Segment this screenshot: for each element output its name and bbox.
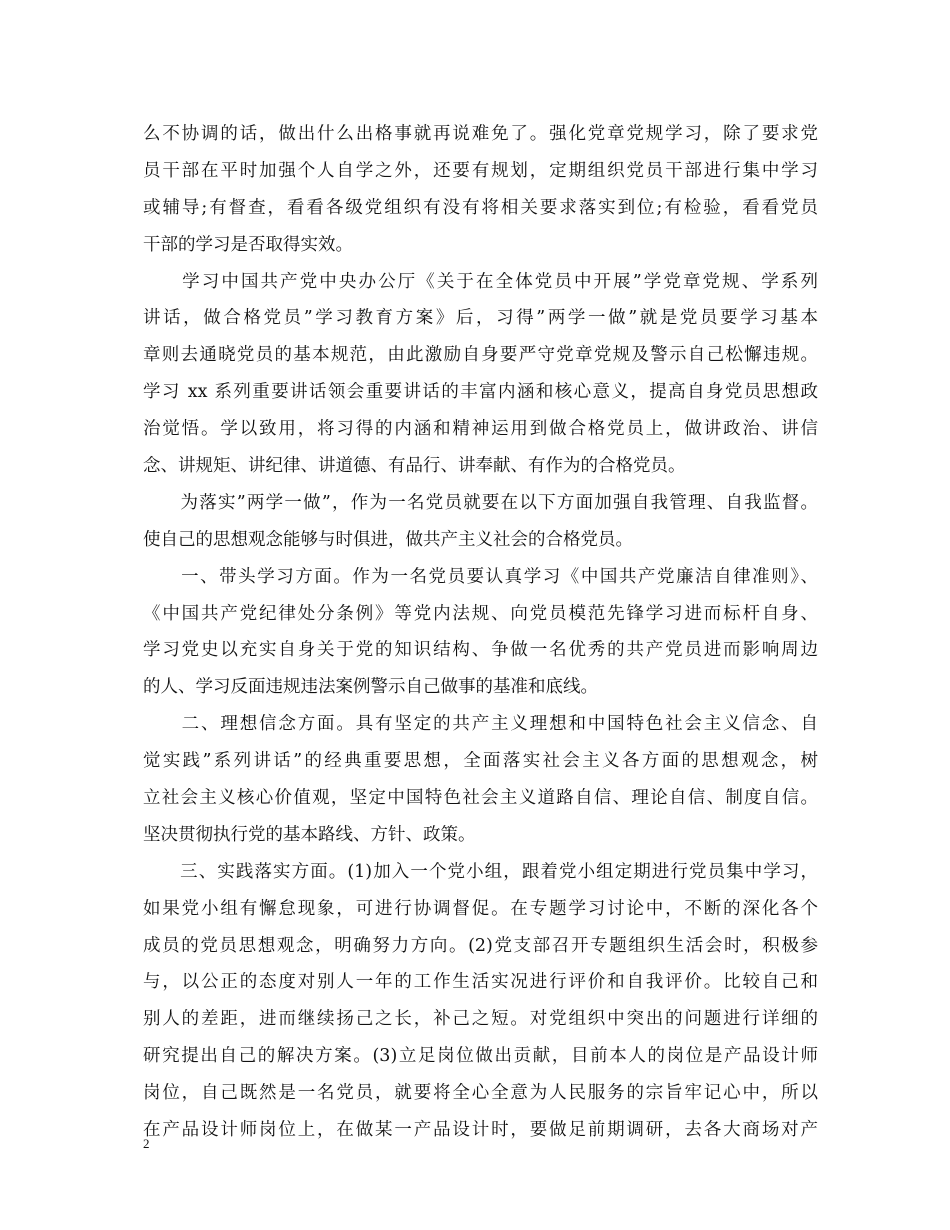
text-line: 立社会主义核心价值观，坚定中国特色社会主义道路自信、理论自信、制度自信。: [143, 788, 818, 809]
text-line: 坚决贯彻执行党的基本路线、方针、政策。: [143, 824, 476, 845]
text-line: 《中国共产党纪律处分条例》等党内法规、向党员模范先锋学习进而标杆自身、: [143, 603, 818, 624]
text-line: 讲话，做合格党员”学习教育方案》后，习得”两学一做”就是党员要学习基本: [143, 308, 818, 329]
text-line: 在产品设计师岗位上，在做某一产品设计时，要做足前期调研，去各大商场对产: [143, 1120, 818, 1141]
text-line: 岗位，自己既然是一名党员，就要将全心全意为人民服务的宗旨牢记心中，所以: [143, 1083, 818, 1104]
text-line: 三、实践落实方面。(1)加入一个党小组，跟着党小组定期进行党员集中学习，: [143, 861, 818, 882]
text-line: 为落实”两学一做”，作为一名党员就要在以下方面加强自我管理、自我监督。: [143, 492, 818, 513]
text-line: 干部的学习是否取得实效。: [143, 234, 353, 255]
text-line: 学习中国共产党中央办公厅《关于在全体党员中开展”学党章党规、学系列: [143, 271, 818, 292]
text-line: 一、带头学习方面。作为一名党员要认真学习《中国共产党廉洁自律准则》、: [143, 566, 818, 587]
text-line: 员干部在平时加强个人自学之外，还要有规划，定期组织党员干部进行集中学习: [143, 160, 818, 181]
text-line: 使自己的思想观念能够与时俱进，做共产主义社会的合格党员。: [143, 529, 633, 550]
text-line: 章则去通晓党员的基本规范，由此激励自身要严守党章党规及警示自己松懈违规。: [143, 345, 818, 366]
text-line: 学习党史以充实自身关于党的知识结构、争做一名优秀的共产党员进而影响周边: [143, 640, 818, 661]
text-line: 么不协调的话，做出什么出格事就再说难免了。强化党章党规学习，除了要求党: [143, 124, 818, 144]
text-line: 二、理想信念方面。具有坚定的共产主义理想和中国特色社会主义信念、自: [143, 714, 818, 735]
text-line: 研究提出自己的解决方案。(3)立足岗位做出贡献，目前本人的岗位是产品设计师: [143, 1046, 818, 1067]
text-line: 或辅导;有督查，看看各级党组织有没有将相关要求落实到位;有检验，看看党员: [143, 197, 818, 218]
text-line: 如果党小组有懈怠现象，可进行协调督促。在专题学习讨论中，不断的深化各个: [143, 898, 818, 919]
text-line: 治觉悟。学以致用，将习得的内涵和精神运用到做合格党员上，做讲政治、讲信: [143, 419, 818, 440]
text-line: 成员的党员思想观念，明确努力方向。(2)党支部召开专题组织生活会时，积极参: [143, 935, 818, 956]
text-line: 念、讲规矩、讲纪律、讲道德、有品行、讲奉献、有作为的合格党员。: [143, 456, 686, 477]
text-line: 别人的差距，进而继续扬己之长，补己之短。对党组织中突出的问题进行详细的: [143, 1009, 818, 1030]
page-number: 2: [143, 1136, 150, 1151]
text-line: 学习 xx 系列重要讲话领会重要讲话的丰富内涵和核心意义，提高自身党员思想政: [143, 382, 818, 403]
text-line: 与，以公正的态度对别人一年的工作生活实况进行评价和自我评价。比较自己和: [143, 972, 818, 993]
document-body: [143, 116, 818, 1149]
text-line: 的人、学习反面违规违法案例警示自己做事的基准和底线。: [143, 677, 598, 698]
text-line: 觉实践”系列讲话”的经典重要思想，全面落实社会主义各方面的思想观念，树: [143, 751, 818, 772]
